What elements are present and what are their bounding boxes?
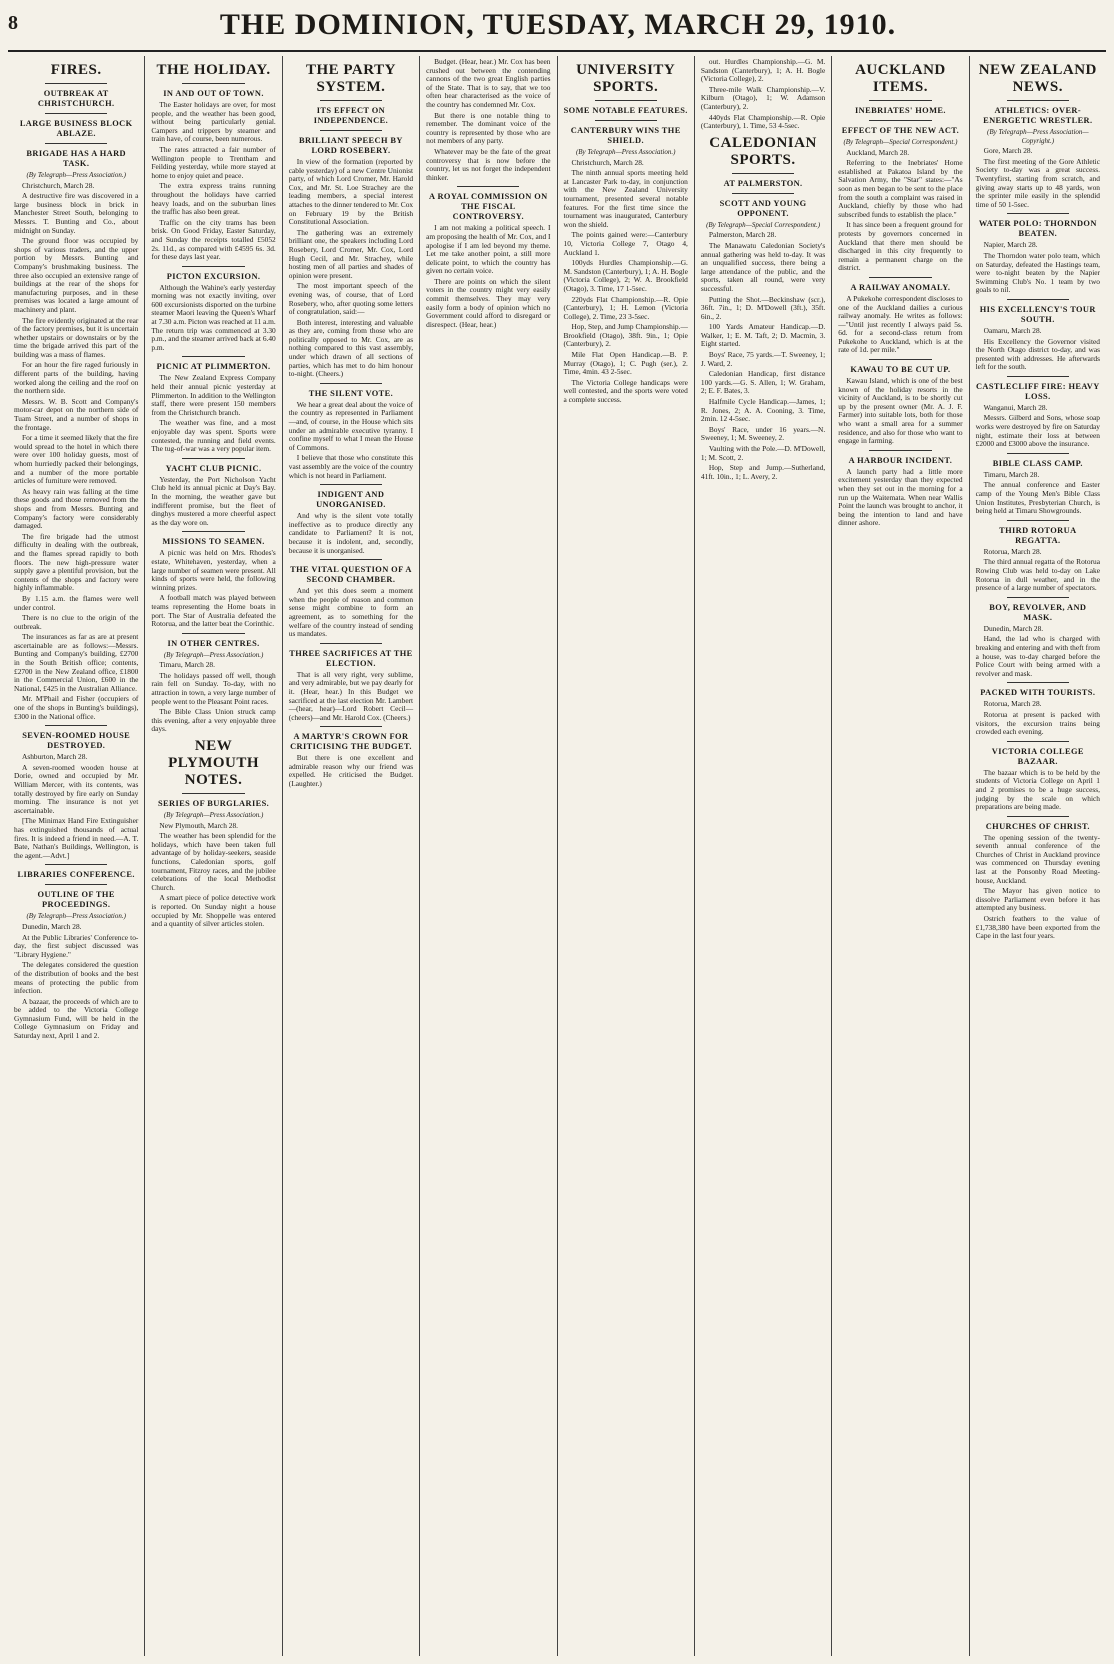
article-paragraph: Messrs. W. B. Scott and Company's motor-car depot on the northern side of Tuam Street, and a number of shops in the frontage. xyxy=(14,396,139,432)
article-paragraph: In view of the formation (reported by cable yesterday) of a new Centre Unionist party, of which Lord Cromer, Mr. Harold Cox, and Mr. St. Loe Strachey are the leading members, a special interest attaches to the dinner tendered to Mr. Cox on February 19 by the British Constitutional Association. xyxy=(288,157,414,227)
article-paragraph: Referring to the Inebriates' Home established at Pakatoa Island by the Salvation Army, the "Star" states:—"As soon as men began to be sent to the place from the south a complaint was raised in Auckland, chiefly by those who had subscribed funds to establish the place." xyxy=(838,158,963,219)
article-subheading: THIRD ROTORUA REGATTA. xyxy=(999,525,1077,545)
article xyxy=(976,376,1100,449)
article-subheading: CASTLECLIFF FIRE: HEAVY LOSS. xyxy=(975,381,1100,401)
article xyxy=(289,559,413,639)
article-paragraph: The Bible Class Union struck camp this evening, after a very enjoyable three days. xyxy=(151,707,276,734)
newspaper-page xyxy=(8,6,1106,1658)
divider xyxy=(45,113,107,114)
article xyxy=(976,520,1100,593)
article xyxy=(701,135,825,482)
article-paragraph: Christchurch, March 28. xyxy=(22,180,95,190)
article-subheading: CHURCHES OF CHRIST. xyxy=(985,821,1090,831)
column-5 xyxy=(558,56,695,1656)
article xyxy=(564,62,688,405)
article xyxy=(151,531,275,628)
newspaper-title: THE DOMINION, TUESDAY, MARCH 29, 1910. xyxy=(219,8,897,41)
article-paragraph: A football match was played between teams representing the Home boats in port. The Star of Australia defeated the Rotorua, and the latter beat the Corinthic. xyxy=(151,593,276,629)
article xyxy=(976,62,1100,209)
article xyxy=(426,186,550,329)
article-subheading: BIBLE CLASS CAMP. xyxy=(992,458,1083,468)
article xyxy=(151,356,275,453)
divider xyxy=(320,559,382,560)
byline: (By Telegraph—Special Correspondent.) xyxy=(843,138,958,146)
article-paragraph: Traffic on the city trams has been brisk. On Good Friday, Easter Saturday, and Sunday the receipts totalled £5052 2s. 11d., as compared with £4595 6s. 3d. for these days last year. xyxy=(151,217,276,262)
article-paragraph: Ostrich feathers to the value of £1,738,380 have been exported from the Cape in the last four years. xyxy=(975,914,1100,941)
article-paragraph: The most important speech of the evening was, of course, that of Lord Rosebery, who, after quoting some letters of congratulation, said:— xyxy=(288,281,414,317)
divider xyxy=(1007,682,1069,683)
article xyxy=(14,725,138,860)
article-paragraph: The weather has been splendid for the holidays, which have been taken full advantage of by holiday-seekers, seaside functions, Caledonian sports, golf tournament, Fitzroy races, and the jubilee celebrations of the local Methodist Church. xyxy=(151,831,276,892)
divider xyxy=(182,531,244,532)
divider xyxy=(869,359,931,360)
article-subheading: INEBRIATES' HOME. xyxy=(854,106,946,115)
article-subheading: HIS EXCELLENCY'S TOUR SOUTH. xyxy=(979,304,1096,324)
divider xyxy=(45,83,107,84)
column-8 xyxy=(970,56,1106,1656)
article-paragraph: Dunedin, March 28. xyxy=(983,623,1044,633)
article-paragraph: Palmerston, March 28. xyxy=(708,230,777,240)
article xyxy=(976,213,1100,295)
article-subheading: A HARBOUR INCIDENT. xyxy=(848,455,953,465)
article-subheading: KAWAU TO BE CUT UP. xyxy=(850,365,951,375)
article-paragraph: The delegates considered the question of the distribution of books and the best means of protecting the public from infection. xyxy=(14,960,139,996)
article-paragraph: Three-mile Walk Championship.—V. Kilburn (Otago), 1; W. Adamson (Canterbury), 2. xyxy=(700,84,826,111)
article-paragraph: Auckland, March 28. xyxy=(846,147,910,157)
article-paragraph: Ashburton, March 28. xyxy=(22,752,88,762)
divider xyxy=(1007,299,1069,300)
divider xyxy=(869,100,931,101)
article-paragraph: 220yds Flat Championship.—R. Opie (Canterbury), 1; H. Lemon (Victoria College), 2. Time, 23 3-5sec. xyxy=(563,294,688,321)
column-2 xyxy=(145,56,282,1656)
columns-container xyxy=(8,56,1106,1656)
article xyxy=(151,633,275,734)
article xyxy=(976,597,1100,679)
article-subheading: A RAILWAY ANOMALY. xyxy=(850,282,951,292)
byline: (By Telegraph—Press Association.) xyxy=(26,912,126,921)
article-subheading: A ROYAL COMMISSION ON THE FISCAL CONTROVERSY. xyxy=(429,192,548,222)
article xyxy=(289,643,413,723)
article-paragraph: At the Public Libraries' Conference to-day, the first subject discussed was "Library Hygiene." xyxy=(14,932,139,959)
article-paragraph: The points gained were:—Canterbury 10, Victoria College 7, Otago 4, Auckland 1. xyxy=(563,230,688,257)
article-subheading: THE SILENT VOTE. xyxy=(308,388,394,398)
article-paragraph: Hop, Step and Jump.—Sutherland, 41ft. 10in., 1; L. Avery, 2. xyxy=(700,463,826,481)
article-paragraph: Timaru, March 28. xyxy=(983,469,1040,479)
article-subheading: MISSIONS TO SEAMEN. xyxy=(162,537,265,547)
article-subheading: OUTBREAK AT CHRISTCHURCH. xyxy=(37,89,115,108)
article xyxy=(976,299,1100,372)
article-paragraph: The insurances as far as are at present ascertainable are as follows:—Messrs. Bunting and Company's building, £2700 in the South British office; contents, £2700 in the New Zealand office, £1800 in the Commercial Union, £600 in the National, £425 in the Australian Alliance. xyxy=(14,632,139,693)
article-paragraph: Kawau Island, which is one of the best known of the holiday resorts in the vicinity of Auckland, is to be shortly cut up by the present owner (Mr. A. J. F. Farmer) into suitable lots, both for those who want a small area for a summer residence, and also for those who want to engage in farming. xyxy=(838,376,963,446)
article-paragraph: Putting the Shot.—Beckinshaw (scr.), 36ft. 7in., 1; D. M'Dowell (3ft.), 35ft. 6in., 2. xyxy=(700,294,826,321)
article-paragraph: Rotorua at present is packed with visitors, the excursion trains being crowded each evening. xyxy=(975,709,1100,737)
article-paragraph: And yet this does seem a moment when the people of reason and common sense might combine to form an agreement, as to something for the welfare of the country instead of sending us mandates. xyxy=(288,586,414,639)
article xyxy=(14,62,138,721)
article xyxy=(838,277,962,355)
article-paragraph: Hop, Step, and Jump Championship.—Brookfield (Otago), 38ft. 9in., 1; Opie (Canterbury), 2. xyxy=(563,322,688,349)
article xyxy=(289,484,413,555)
article-paragraph: There are points on which the silent voters in the country might very easily commit themselves. They may very easily form a body of opinion which no Government could afford to disregard or disrespect. (Hear, hear.) xyxy=(426,276,551,329)
article-paragraph: The ground floor was occupied by shops of various traders, and the upper portion by Messrs. Bunting and Company's brushmaking business. The three also occupied an extensive range of buildings at the rear of the shops for manufacturing purposes, and in these premises was located a large amount of machinery and plant. xyxy=(14,236,139,314)
article xyxy=(838,359,962,446)
article-paragraph: That is all very right, very sublime, and very admirable, but we pay dearly for it. (Hear, hear.) In this Budget we sacrificed at the last election Mr. Lambert—(hear, hear)—Lord Robert Cecil—(cheers)—and Mr. Harold Cox. (Cheers.) xyxy=(288,669,414,722)
article-paragraph: Messrs. Gilberd and Sons, whose soap works were destroyed by fire on Saturday night, estimate their loss at between £2000 and £3000 above the insurance. xyxy=(975,413,1100,449)
divider xyxy=(320,484,382,485)
article-paragraph: The weather was fine, and a most enjoyable day was spent. Sports were contested, the running and field events. The tug-of-war was a very popular item. xyxy=(151,418,276,454)
divider xyxy=(1007,520,1069,521)
article xyxy=(151,62,275,262)
article-paragraph: The rates attracted a fair number of Wellington people to Trentham and Feilding yesterday, while more stayed at home to enjoy quiet and peace. xyxy=(151,144,276,180)
article-paragraph: Although the Wahine's early yesterday morning was not exactly inviting, over 600 excursionists disported on the turbine steamer Maori leaving the Queen's Wharf at 7.30 a.m. Picton was reached at 11 a.m. The return trip was commenced at 3.30 p.m., and the steamer arrived back at 6.40 p.m. xyxy=(151,282,276,352)
article-subheading: EFFECT OF THE NEW ACT. xyxy=(841,126,960,135)
article-paragraph: [The Minimax Hand Fire Extinguisher has extinguished thousands of actual fires. It is indeed a friend in need.—A. T. Bate, Nathan's Buildings, Wellington, is the agent.—Advt.] xyxy=(14,816,139,860)
divider xyxy=(182,83,244,84)
article-paragraph: The bazaar which is to be held by the students of Victoria College on April 1 and 2 promises to be a huge success, judging by the scale on which preparations are being made. xyxy=(975,767,1100,812)
article-paragraph: Christchurch, March 28. xyxy=(571,157,644,167)
article-heading: THE PARTY SYSTEM. xyxy=(305,62,396,95)
article-subheading: YACHT CLUB PICNIC. xyxy=(165,463,262,473)
article xyxy=(151,458,275,528)
article-paragraph: Both interest, interesting and valuable as they are, coming from those who are politically opposed to Mr. Cox, are as nothing compared to this vast assembly, under which drawn of all sections of parties, which has met to do him honour to-night. (Cheers.) xyxy=(288,317,414,379)
article-paragraph: 100 Yards Amateur Handicap.—D. Walker, 1; E. M. Taft, 2; D. Macmin, 3. Eight started. xyxy=(700,322,826,349)
divider xyxy=(869,120,931,121)
article-paragraph: The Mayor has given notice to dissolve Parliament even before it has attempted any business. xyxy=(975,886,1100,913)
article-paragraph: New Plymouth, March 28. xyxy=(159,820,238,830)
divider xyxy=(1007,453,1069,454)
divider xyxy=(869,450,931,451)
article-subheading: ITS EFFECT ON INDEPENDENCE. xyxy=(313,106,389,125)
article-paragraph: Mr. M'Phail and Fisher (occupiers of one of the shops in Bunting's buildings), £300 in the National office. xyxy=(14,694,139,721)
article-subheading: LARGE BUSINESS BLOCK ABLAZE. xyxy=(19,119,133,138)
divider xyxy=(45,884,107,885)
column-1 xyxy=(8,56,145,1656)
article-paragraph: The New Zealand Express Company held their annual picnic yesterday at Plimmerton. In addition to the Wellington staff, there were present 150 members from the Christchurch branch. xyxy=(151,373,276,417)
article-paragraph: Dunedin, March 28. xyxy=(22,921,82,931)
article-paragraph: The holidays passed off well, though rain fell on Sunday. To-day, with no attraction in town, a very large number of people went to the Pleasant Point races. xyxy=(151,670,276,706)
article xyxy=(838,62,962,273)
article-paragraph: The first meeting of the Gore Athletic Society to-day was a great success. Twentyfirst, starting from scratch, and giving away starts up to 48 yards, won the sprinter mile easily in the splendid time of 50 1-5sec. xyxy=(975,156,1100,209)
article xyxy=(976,741,1100,812)
divider xyxy=(1007,816,1069,817)
byline: (By Telegraph—Press Association.) xyxy=(575,148,676,156)
article-paragraph: The gathering was an extremely brilliant one, the speakers including Lord Rosebery, Lord Cromer, Mr. Cox, Lord Hugh Cecil, and Mr. Strachey, while hosting men of all parties and shades of opinion were present. xyxy=(288,227,414,280)
byline: (By Telegraph—Press Association.) xyxy=(163,811,264,820)
article-paragraph: And why is the silent vote totally ineffective as to produce directly any candidate to Parliament? It is not, because it is indolent, and, secondly, because it is unorganised. xyxy=(288,511,414,555)
article-paragraph: out. Hurdles Championship.—G. M. Sandston (Canterbury), 1; A. H. Bogle (Victoria College), 2. xyxy=(700,57,826,84)
divider xyxy=(1007,741,1069,742)
article-paragraph: By 1.15 a.m. the flames were well under control. xyxy=(14,593,139,612)
divider xyxy=(320,130,382,131)
divider xyxy=(869,277,931,278)
article-subheading: THREE SACRIFICES AT THE ELECTION. xyxy=(289,648,413,668)
divider xyxy=(732,193,794,194)
article-subheading: BRIGADE HAS A HARD TASK. xyxy=(26,149,126,168)
article xyxy=(151,266,275,353)
divider xyxy=(182,266,244,267)
divider xyxy=(732,173,794,174)
article-paragraph: A smart piece of police detective work is reported. On Sunday night a house occupied by Mr. Shoppelle was entered and a quantity of silver articles stolen. xyxy=(151,893,276,929)
article-paragraph: A destructive fire was discovered in a large business block in brick in Manchester Street South, belonging to Messrs. T. Bunting and Co., about midnight on Sunday. xyxy=(14,191,139,235)
article-subheading: BOY, REVOLVER, AND MASK. xyxy=(989,602,1087,622)
divider xyxy=(595,120,657,121)
article-paragraph: I am not making a political speech. I am proposing the health of Mr. Cox, and I apologise if I am led beyond my theme. Let me take another point, a still more delicate point, to which the country has given no certain voice. xyxy=(426,223,551,276)
article-paragraph: Boys' Race, 75 yards.—T. Sweeney, 1; J. Ward, 2. xyxy=(700,350,826,368)
article-paragraph: The Easter holidays are over, for most people, and the weather has been good, without being particularly genial. Campers and trippers by steamer and train have, of course, been numerous. xyxy=(151,100,276,144)
article-heading: NEW PLYMOUTH NOTES. xyxy=(168,738,260,789)
divider xyxy=(182,633,244,634)
article-subheading: BRILLIANT SPEECH BY LORD ROSEBERY. xyxy=(299,136,403,155)
article-paragraph: Mile Flat Open Handicap.—B. P. Murray (Otago), 1; C. Pugh (ser.), 2. Time, 4min. 43 2-5sec. xyxy=(563,350,688,377)
article-subheading: PICNIC AT PLIMMERTON. xyxy=(156,362,271,372)
article-paragraph: A bazaar, the proceeds of which are to be added to the Victoria College Gymnasium Fund, will be held in the College Gymnasium on Friday and Saturday next, April 1 and 2. xyxy=(14,996,139,1041)
article-subheading: ATHLETICS: OVER-ENERGETIC WRESTLER. xyxy=(983,106,1093,125)
byline: (By Telegraph—Press Association—Copyright.) xyxy=(986,128,1089,145)
divider xyxy=(320,100,382,101)
column-7 xyxy=(832,56,969,1656)
article-paragraph: His Excellency the Governor visited the North Otago district to-day, and was presented with addresses. He afterwards left for the south. xyxy=(975,336,1100,372)
article-paragraph: But there is one notable thing to remember. The dominant voice of the country is represented by those who are not members of any party. xyxy=(426,110,551,146)
article-paragraph: Caledonian Handicap, first distance 100 yards.—G. S. Allen, 1; W. Graham, 2; E. F. Bates, 3. xyxy=(700,369,826,396)
article-paragraph: The annual conference and Easter camp of the Young Men's Bible Class Union Institutes, Presbyterian Church, is being held at Timaru Showgrounds. xyxy=(975,480,1100,516)
article-paragraph: The third annual regatta of the Rotorua Rowing Club was held to-day on Lake Rotorua in dull weather, and in the presence of a large number of spectators. xyxy=(975,557,1100,593)
article-paragraph: Boys' Race, under 16 years.—N. Sweeney, 1; M. Sweeney, 2. xyxy=(700,424,826,443)
divider xyxy=(1007,100,1069,101)
article-subheading: PACKED WITH TOURISTS. xyxy=(980,688,1096,698)
divider xyxy=(595,100,657,101)
article-subheading: CANTERBURY WINS THE SHIELD. xyxy=(570,126,681,145)
article-subheading: WATER POLO: THORNDON BEATEN. xyxy=(978,219,1097,239)
article xyxy=(701,58,825,131)
article-heading: NEW ZEALAND NEWS. xyxy=(978,62,1097,95)
article-paragraph: Wanganui, March 28. xyxy=(983,402,1048,412)
byline: (By Telegraph—Press Association.) xyxy=(163,650,264,659)
article-subheading: THE VITAL QUESTION OF A SECOND CHAMBER. xyxy=(290,565,412,585)
article-paragraph: As heavy rain was falling at the time these goods and those removed from the shops and from Messrs. Bunting and Company's factory were considerably damaged. xyxy=(14,486,139,531)
article-paragraph: Napier, March 28. xyxy=(983,240,1038,250)
article-paragraph: The fire evidently originated at the rear of the factory premises, but it is uncertain whether upstairs or downstairs or by the time the brigade arrived this part of the building was a mass of flames. xyxy=(14,315,139,359)
article-paragraph: A Pukekohe correspondent discloses to one of the Auckland dailies a curious railway anomaly. He writes as follows:—"Until just recently I always paid 5s. 6d. for a second-class return from Pukekohe to Auckland, which is at the rate of 1d. per mile." xyxy=(838,293,963,355)
divider xyxy=(320,643,382,644)
article-subheading: A MARTYR'S CROWN FOR CRITICISING THE BUDGET. xyxy=(290,732,412,752)
article-paragraph: 100yds Hurdles Championship.—G. M. Sandston (Canterbury), 1; A. H. Bogle (Victoria College), 2; W. A. Brookfield (Otago), 3. Time, 17 1-5sec. xyxy=(563,258,688,293)
article-paragraph: For an hour the fire raged furiously in different parts of the building, having worked along the ceiling and the roof on the northern side. xyxy=(14,360,139,396)
article-subheading: LIBRARIES CONFERENCE. xyxy=(17,870,135,880)
article-paragraph: Yesterday, the Port Nicholson Yacht Club held its annual picnic at Day's Bay. In the morning, the weather gave but indifferent promise, but the fleet of dinghys mustered a more cheerful aspect as the day wore on. xyxy=(151,474,276,527)
article-subheading: AT PALMERSTON. xyxy=(723,178,803,188)
column-6 xyxy=(695,56,832,1656)
article-paragraph: For a time it seemed likely that the fire would spread to the hotel in which there were over 100 holiday guests, most of whom hurriedly packed their belongings, and a number of the more portable articles of furniture were removed. xyxy=(14,433,139,486)
article-paragraph: Timaru, March 28. xyxy=(159,660,215,670)
article-heading: UNIVERSITY SPORTS. xyxy=(576,62,676,95)
divider xyxy=(182,356,244,357)
divider xyxy=(1007,597,1069,598)
byline: (By Telegraph—Press Association.) xyxy=(26,171,126,179)
article xyxy=(289,62,413,379)
article xyxy=(838,450,962,528)
article-paragraph: But there is one excellent and admirable reason why our friend was expelled. He criticised the Budget. (Laughter.) xyxy=(288,753,414,789)
divider xyxy=(1007,213,1069,214)
article-subheading: OUTLINE OF THE PROCEEDINGS. xyxy=(37,890,115,910)
article xyxy=(976,816,1100,941)
article-paragraph: The ninth annual sports meeting held at Lancaster Park to-day, in conjunction with the New Zealand University tournament, presented several notable features. For the first time since the tournament was inaugurated, Canterbury won the shield. xyxy=(563,168,688,229)
article-paragraph: Halfmile Cycle Handicap.—James, 1; R. Jones, 2; A. A. Cooning, 3. Time, 2min. 12 4-5sec. xyxy=(700,397,826,424)
article-paragraph: A picnic was held on Mrs. Rhodes's estate, Whitehaven, yesterday, when a large number of seamen were present. All kinds of sports were held, the following winning prizes. xyxy=(151,548,276,592)
divider xyxy=(45,143,107,144)
article-heading: AUCKLAND ITEMS. xyxy=(855,62,946,95)
article-subheading: SOME NOTABLE FEATURES. xyxy=(563,106,688,115)
article-subheading: SEVEN-ROOMED HOUSE DESTROYED. xyxy=(22,731,131,751)
article-paragraph: Rotorua, March 28. xyxy=(983,546,1042,556)
article xyxy=(289,726,413,788)
article-subheading: SCOTT AND YOUNG OPPONENT. xyxy=(719,198,807,218)
article-paragraph: Rotorua, March 28. xyxy=(983,699,1042,709)
article-paragraph: 440yds Flat Championship.—R. Opie (Canterbury), 1. Time, 53 4-5sec. xyxy=(700,112,826,131)
divider xyxy=(320,383,382,384)
divider xyxy=(457,186,519,187)
article-subheading: INDIGENT AND UNORGANISED. xyxy=(316,490,386,510)
masthead xyxy=(8,6,1106,52)
column-3 xyxy=(283,56,420,1656)
page-number: 8 xyxy=(8,12,18,34)
divider xyxy=(182,793,244,794)
article-paragraph: The Victoria College handicaps were well contested, and the sports were voted a complete success. xyxy=(563,377,688,405)
divider xyxy=(45,864,107,865)
article-subheading: SERIES OF BURGLARIES. xyxy=(157,799,270,809)
article-paragraph: A seven-roomed wooden house at Dorie, owned and occupied by Mr. William Mercer, with its contents, was totally destroyed by fire early on Sunday morning. The insurance is not yet ascertainable. xyxy=(14,762,139,815)
divider xyxy=(182,458,244,459)
article-subheading: PICTON EXCURSION. xyxy=(166,271,261,281)
article xyxy=(976,453,1100,516)
divider xyxy=(45,725,107,726)
divider xyxy=(1007,376,1069,377)
article-subheading: VICTORIA COLLEGE BAZAAR. xyxy=(991,746,1084,766)
article-paragraph: Oamaru, March 28. xyxy=(983,325,1042,335)
article xyxy=(976,682,1100,736)
article-paragraph: Gore, March 28. xyxy=(983,146,1033,156)
divider xyxy=(320,726,382,727)
article xyxy=(14,864,138,1040)
article-paragraph: The fire brigade had the utmost difficulty in dealing with the outbreak, and the flames spread rapidly to both floors. The new high-pressure water supply gave a plentiful provision, but the contents of the shops and factory were highly inflammable. xyxy=(14,531,139,593)
article xyxy=(289,383,413,480)
article-paragraph: It has since been a frequent ground for protests by governors concerned in Auckland that there men should be discharged in this city frequently to remain a permanent charge on the district. xyxy=(838,220,963,273)
article-paragraph: The extra express trains running throughout the holidays have carried heavy loads, and on the suburban lines the traffic has also been great. xyxy=(151,181,276,217)
article-paragraph: The opening session of the twenty-seventh annual conference of the Churches of Christ in Auckland province was commenced on Thursday evening last at the Ponsonby Road Meeting-house, Auckland. xyxy=(975,832,1100,885)
article-paragraph: The Thorndon water polo team, which on Saturday, defeated the Hastings team, were to-night beaten by the Napier Swimming Club's No. 1 team by two goals to nil. xyxy=(975,250,1100,295)
byline: (By Telegraph—Special Correspondent.) xyxy=(706,220,821,229)
article-paragraph: Budget. (Hear, hear.) Mr. Cox has been crushed out between the contending cannons of the two great English parties of the State. That is to say, that we too often hear characterised as the voice of the country has condemned Mr. Cox. xyxy=(426,57,551,109)
article-paragraph: Whatever may be the fate of the great controversy that is now before the country, let us not forget the independent thinker. xyxy=(426,146,551,182)
article-heading: THE HOLIDAY. xyxy=(156,62,271,78)
article-paragraph: The Manawatu Caledonian Society's annual gathering was held to-day. It was an unqualified success, there being a large attendance of the public, and the sports, taken all round, were very successful. xyxy=(700,240,826,293)
article xyxy=(151,738,275,929)
article-heading: CALEDONIAN SPORTS. xyxy=(709,134,817,168)
article-paragraph: I believe that those who constitute this vast assembly are the voice of the country which is not heard in Parliament. xyxy=(288,453,414,480)
article-paragraph: Vaulting with the Pole.—D. M'Dowell, 1; M. Scott, 2. xyxy=(700,444,826,462)
article-paragraph: Hand, the lad who is charged with breaking and entering and with theft from a house, was to-day charged before the Police Court with being armed with a revolver and mask. xyxy=(975,634,1100,678)
article-subheading: IN AND OUT OF TOWN. xyxy=(163,89,264,98)
article-paragraph: A launch party had a little more excitement yesterday than they expected when they set out in the morning for a run up the Waitemata. When near Wallis Point the launch was brought to anchor, it being the intention to land and have dinner ashore. xyxy=(838,466,963,528)
column-4 xyxy=(420,56,557,1656)
article-paragraph: There is no clue to the origin of the outbreak. xyxy=(14,613,139,631)
article-heading: FIRES. xyxy=(50,62,102,78)
article-subheading: IN OTHER CENTRES. xyxy=(167,638,260,648)
article xyxy=(426,58,550,182)
article-paragraph: We hear a great deal about the voice of the country as represented in Parliament—and, of course, in the House which sits under an admirable executive tyranny. I confine myself to what I mean the House of Commons. xyxy=(288,399,414,452)
